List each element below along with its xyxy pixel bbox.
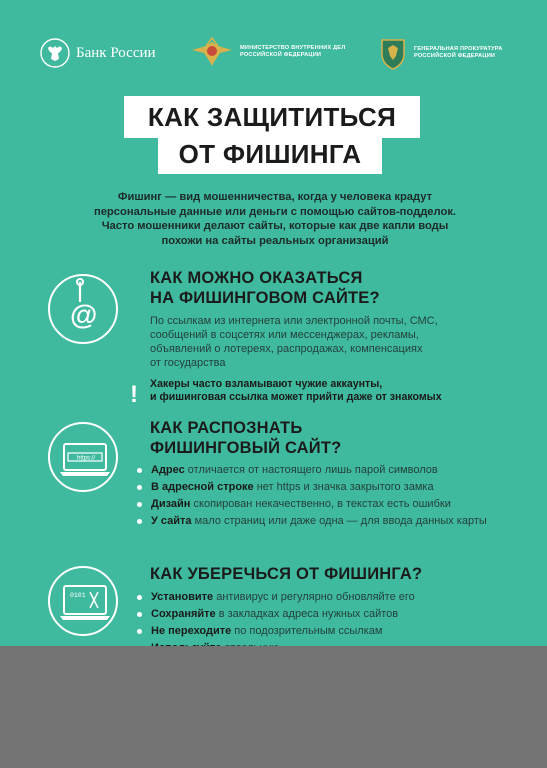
item-bold: Не переходите bbox=[151, 625, 232, 637]
item-bold: Дизайн bbox=[151, 498, 191, 510]
item-bold: У сайта bbox=[151, 515, 192, 527]
item-rest: отличается от настоящего лишь парой символов bbox=[184, 464, 438, 476]
prosecutor-general-logo bbox=[378, 36, 502, 70]
section1-text-line: объявлений о лотереях, распродажах, компенсациях bbox=[150, 343, 423, 355]
svg-text:@: @ bbox=[70, 299, 98, 330]
intro-line: Фишинг — вид мошенничества, когда у человека крадут bbox=[117, 191, 433, 203]
item-rest: скопирован некачественно, в текстах есть ошибки bbox=[190, 498, 451, 510]
exclamation-icon: ! bbox=[130, 381, 138, 408]
list-item bbox=[133, 498, 513, 512]
item-bold: В адресной строке bbox=[151, 481, 254, 493]
section1-text-line: сообщений в соцсетях или мессенджерах, рекламы, bbox=[150, 329, 419, 341]
section1-title-line2: НА ФИШИНГОВОМ САЙТЕ? bbox=[150, 289, 380, 307]
warning-line: и фишинговая ссылка может прийти даже от знакомых bbox=[150, 391, 442, 403]
item-rest: мало страниц или даже одна — для ввода данных карты bbox=[191, 515, 487, 527]
intro-line: Часто мошенники делают сайты, которые как две капли воды bbox=[101, 220, 449, 232]
section1-title-line1: КАК МОЖНО ОКАЗАТЬСЯ bbox=[150, 269, 363, 287]
double-headed-eagle-icon bbox=[40, 38, 70, 68]
section1-text-line: По ссылкам из интернета или электронной почты, СМС, bbox=[150, 315, 438, 327]
section2-list bbox=[133, 464, 513, 532]
list-item bbox=[133, 464, 513, 478]
item-rest: антивирус и регулярно обновляйте его bbox=[213, 591, 415, 603]
section1-text bbox=[150, 314, 500, 370]
section1-icon-circle bbox=[48, 274, 118, 344]
mvd-name bbox=[240, 45, 345, 59]
laptop-binary-icon bbox=[50, 568, 120, 638]
item-bold: Адрес bbox=[151, 464, 185, 476]
prosecutor-name-line1: ГЕНЕРАЛЬНАЯ ПРОКУРАТУРА bbox=[414, 46, 503, 52]
bank-of-russia-name: Банк России bbox=[76, 44, 156, 61]
intro-line: персональные данные или деньги с помощью сайтов-подделок. bbox=[93, 205, 457, 218]
list-item bbox=[133, 625, 513, 639]
section2-icon-circle bbox=[48, 422, 118, 492]
header-logos bbox=[0, 36, 547, 72]
intro-text bbox=[60, 190, 490, 248]
mvd-logo bbox=[190, 36, 345, 68]
item-rest: нет https и значка закрытого замка bbox=[253, 481, 434, 493]
bank-of-russia-logo bbox=[40, 38, 156, 68]
page-title-line2: ОТ ФИШИНГА bbox=[158, 134, 382, 174]
section3-icon-circle bbox=[48, 566, 118, 636]
fishing-hook-at-icon bbox=[50, 276, 120, 346]
prosecutor-emblem-icon bbox=[378, 36, 408, 70]
item-bold: Установите bbox=[151, 591, 214, 603]
mvd-emblem-icon bbox=[190, 36, 234, 68]
section1-warning bbox=[150, 378, 500, 404]
list-item bbox=[133, 515, 513, 529]
item-rest: по подозрительным ссылкам bbox=[231, 625, 383, 637]
section1-text-line: от государства bbox=[150, 357, 226, 369]
intro-line: похожи на сайты реальных организаций bbox=[161, 234, 389, 247]
section2-title-line1: КАК РАСПОЗНАТЬ bbox=[150, 419, 303, 437]
item-bold: Сохраняйте bbox=[151, 608, 216, 620]
section1-title bbox=[150, 268, 380, 308]
prosecutor-name bbox=[414, 46, 502, 60]
list-item bbox=[133, 608, 513, 622]
page-title-line1: КАК ЗАЩИТИТЬСЯ bbox=[124, 96, 420, 138]
gray-overlay-block bbox=[0, 646, 547, 768]
prosecutor-name-line2: РОССИЙСКОЙ ФЕДЕРАЦИИ bbox=[414, 53, 496, 59]
https-label: https:// bbox=[77, 455, 96, 462]
item-rest: в закладках адреса нужных сайтов bbox=[215, 608, 399, 620]
list-item bbox=[133, 481, 513, 495]
binary-label: 0101 bbox=[70, 592, 86, 599]
warning-line: Хакеры часто взламывают чужие аккаунты, bbox=[150, 378, 383, 390]
section2-title bbox=[150, 418, 341, 458]
mvd-name-line1: МИНИСТЕРСТВО ВНУТРЕННИХ ДЕЛ bbox=[240, 45, 346, 51]
section3-title: КАК УБЕРЕЧЬСЯ ОТ ФИШИНГА? bbox=[150, 565, 423, 583]
section2-title-line2: ФИШИНГОВЫЙ САЙТ? bbox=[150, 439, 342, 457]
list-item bbox=[133, 591, 513, 605]
mvd-name-line2: РОССИЙСКОЙ ФЕДЕРАЦИИ bbox=[240, 52, 322, 58]
laptop-https-icon bbox=[50, 424, 120, 494]
